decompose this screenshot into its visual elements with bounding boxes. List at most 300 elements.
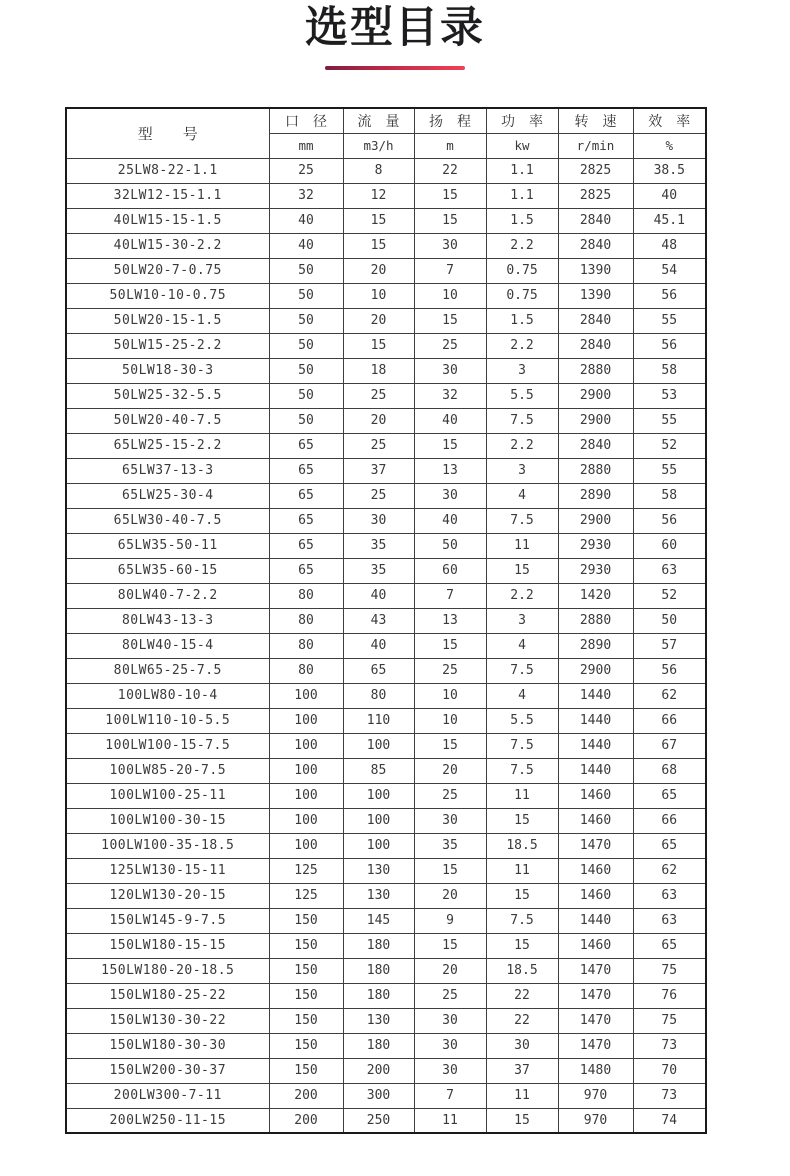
cell-value: 3	[486, 358, 558, 383]
table-row	[66, 308, 706, 333]
cell-value: 75	[633, 958, 706, 983]
cell-value: 1.5	[486, 208, 558, 233]
cell-value: 180	[343, 1033, 414, 1058]
cell-value: 50	[269, 258, 343, 283]
cell-value: 11	[486, 858, 558, 883]
cell-value: 65	[343, 658, 414, 683]
cell-value: 50	[269, 383, 343, 408]
cell-value: 30	[414, 358, 486, 383]
cell-value: 2825	[558, 183, 633, 208]
cell-value: 100	[269, 833, 343, 858]
table-row	[66, 283, 706, 308]
cell-value: 10	[414, 708, 486, 733]
cell-value: 22	[486, 1008, 558, 1033]
cell-value: 1460	[558, 808, 633, 833]
cell-value: 1440	[558, 683, 633, 708]
cell-value: 25	[414, 783, 486, 808]
cell-model: 100LW100-25-11	[66, 783, 269, 808]
cell-model: 40LW15-15-1.5	[66, 208, 269, 233]
cell-value: 55	[633, 408, 706, 433]
table-row	[66, 383, 706, 408]
table-row	[66, 483, 706, 508]
col-header-power: 功 率	[486, 108, 558, 133]
cell-value: 43	[343, 608, 414, 633]
cell-value: 63	[633, 558, 706, 583]
cell-value: 65	[269, 533, 343, 558]
cell-value: 13	[414, 608, 486, 633]
cell-value: 75	[633, 1008, 706, 1033]
cell-value: 25	[269, 158, 343, 183]
cell-value: 35	[414, 833, 486, 858]
cell-model: 100LW85-20-7.5	[66, 758, 269, 783]
cell-value: 55	[633, 308, 706, 333]
cell-value: 20	[414, 883, 486, 908]
cell-value: 1470	[558, 1033, 633, 1058]
cell-value: 250	[343, 1108, 414, 1133]
cell-model: 80LW40-15-4	[66, 633, 269, 658]
table-row	[66, 858, 706, 883]
cell-value: 80	[269, 583, 343, 608]
cell-value: 10	[414, 283, 486, 308]
cell-value: 15	[414, 633, 486, 658]
table-row	[66, 1108, 706, 1133]
cell-model: 150LW180-15-15	[66, 933, 269, 958]
table-row	[66, 183, 706, 208]
cell-value: 1470	[558, 833, 633, 858]
cell-value: 5.5	[486, 383, 558, 408]
cell-value: 32	[269, 183, 343, 208]
col-header-flow: 流 量	[343, 108, 414, 133]
cell-model: 120LW130-20-15	[66, 883, 269, 908]
cell-value: 20	[343, 308, 414, 333]
cell-value: 180	[343, 983, 414, 1008]
cell-value: 1440	[558, 733, 633, 758]
cell-value: 2840	[558, 233, 633, 258]
cell-value: 4	[486, 683, 558, 708]
title-accent-divider	[325, 66, 465, 70]
cell-value: 66	[633, 808, 706, 833]
cell-value: 100	[269, 783, 343, 808]
cell-model: 50LW25-32-5.5	[66, 383, 269, 408]
cell-value: 70	[633, 1058, 706, 1083]
cell-value: 100	[269, 708, 343, 733]
cell-value: 4	[486, 633, 558, 658]
cell-value: 1460	[558, 883, 633, 908]
unit-speed: r/min	[558, 133, 633, 158]
cell-value: 40	[343, 633, 414, 658]
table-row	[66, 583, 706, 608]
cell-value: 130	[343, 858, 414, 883]
cell-value: 57	[633, 633, 706, 658]
table-row	[66, 333, 706, 358]
cell-value: 30	[414, 808, 486, 833]
cell-value: 150	[269, 1008, 343, 1033]
cell-value: 9	[414, 908, 486, 933]
cell-value: 7	[414, 258, 486, 283]
cell-value: 30	[414, 1008, 486, 1033]
cell-value: 58	[633, 483, 706, 508]
cell-value: 10	[343, 283, 414, 308]
cell-value: 30	[343, 508, 414, 533]
cell-value: 56	[633, 658, 706, 683]
cell-value: 1.1	[486, 158, 558, 183]
cell-model: 200LW250-11-15	[66, 1108, 269, 1133]
cell-value: 1480	[558, 1058, 633, 1083]
cell-value: 32	[414, 383, 486, 408]
cell-value: 20	[414, 758, 486, 783]
cell-model: 65LW35-50-11	[66, 533, 269, 558]
cell-model: 50LW20-15-1.5	[66, 308, 269, 333]
cell-value: 80	[269, 608, 343, 633]
cell-value: 150	[269, 958, 343, 983]
table-row	[66, 608, 706, 633]
cell-value: 2930	[558, 558, 633, 583]
cell-value: 15	[486, 808, 558, 833]
cell-value: 15	[486, 558, 558, 583]
cell-value: 1420	[558, 583, 633, 608]
cell-value: 80	[343, 683, 414, 708]
cell-value: 2880	[558, 458, 633, 483]
table-row	[66, 258, 706, 283]
cell-value: 50	[269, 358, 343, 383]
cell-value: 40	[414, 508, 486, 533]
cell-value: 52	[633, 433, 706, 458]
cell-value: 100	[343, 783, 414, 808]
table-row	[66, 1008, 706, 1033]
cell-value: 73	[633, 1033, 706, 1058]
cell-value: 11	[486, 783, 558, 808]
table-row	[66, 208, 706, 233]
cell-value: 2880	[558, 608, 633, 633]
cell-value: 15	[486, 933, 558, 958]
cell-model: 50LW18-30-3	[66, 358, 269, 383]
cell-model: 200LW300-7-11	[66, 1083, 269, 1108]
cell-value: 37	[343, 458, 414, 483]
table-row	[66, 933, 706, 958]
cell-value: 2900	[558, 508, 633, 533]
cell-model: 65LW35-60-15	[66, 558, 269, 583]
cell-model: 125LW130-15-11	[66, 858, 269, 883]
cell-value: 7	[414, 1083, 486, 1108]
cell-value: 150	[269, 908, 343, 933]
cell-model: 150LW180-25-22	[66, 983, 269, 1008]
table-row	[66, 433, 706, 458]
cell-value: 15	[414, 733, 486, 758]
cell-value: 15	[486, 883, 558, 908]
unit-diameter: mm	[269, 133, 343, 158]
cell-value: 2890	[558, 483, 633, 508]
table-row	[66, 508, 706, 533]
cell-value: 15	[343, 233, 414, 258]
cell-model: 100LW100-35-18.5	[66, 833, 269, 858]
cell-value: 35	[343, 533, 414, 558]
cell-value: 1470	[558, 958, 633, 983]
cell-model: 65LW25-15-2.2	[66, 433, 269, 458]
col-header-head: 扬 程	[414, 108, 486, 133]
table-row	[66, 233, 706, 258]
cell-model: 40LW15-30-2.2	[66, 233, 269, 258]
cell-value: 66	[633, 708, 706, 733]
cell-model: 50LW20-40-7.5	[66, 408, 269, 433]
cell-value: 970	[558, 1083, 633, 1108]
cell-value: 58	[633, 358, 706, 383]
catalog-rows	[66, 158, 706, 1133]
cell-value: 130	[343, 883, 414, 908]
cell-value: 130	[343, 1008, 414, 1033]
cell-value: 125	[269, 883, 343, 908]
cell-value: 2840	[558, 333, 633, 358]
unit-flow: m3/h	[343, 133, 414, 158]
table-row	[66, 833, 706, 858]
cell-value: 38.5	[633, 158, 706, 183]
table-row	[66, 733, 706, 758]
col-header-speed: 转 速	[558, 108, 633, 133]
cell-value: 30	[414, 1033, 486, 1058]
cell-value: 1440	[558, 758, 633, 783]
cell-value: 65	[633, 833, 706, 858]
table-row	[66, 633, 706, 658]
table-row	[66, 1058, 706, 1083]
cell-model: 65LW30-40-7.5	[66, 508, 269, 533]
header-name-row	[66, 108, 706, 133]
cell-model: 150LW180-30-30	[66, 1033, 269, 1058]
cell-value: 100	[269, 808, 343, 833]
cell-value: 2840	[558, 208, 633, 233]
cell-value: 37	[486, 1058, 558, 1083]
cell-value: 15	[414, 183, 486, 208]
cell-value: 15	[486, 1108, 558, 1133]
cell-value: 63	[633, 883, 706, 908]
cell-value: 55	[633, 458, 706, 483]
cell-value: 65	[633, 783, 706, 808]
table-row	[66, 1083, 706, 1108]
cell-model: 150LW145-9-7.5	[66, 908, 269, 933]
cell-value: 2890	[558, 633, 633, 658]
cell-value: 1.5	[486, 308, 558, 333]
cell-value: 20	[414, 958, 486, 983]
cell-value: 56	[633, 508, 706, 533]
cell-value: 2.2	[486, 233, 558, 258]
cell-value: 50	[269, 283, 343, 308]
cell-value: 15	[343, 208, 414, 233]
cell-value: 8	[343, 158, 414, 183]
cell-value: 1390	[558, 283, 633, 308]
cell-value: 1.1	[486, 183, 558, 208]
cell-value: 30	[414, 1058, 486, 1083]
cell-value: 85	[343, 758, 414, 783]
cell-value: 25	[343, 483, 414, 508]
table-row	[66, 758, 706, 783]
cell-value: 11	[486, 1083, 558, 1108]
cell-model: 50LW20-7-0.75	[66, 258, 269, 283]
cell-value: 62	[633, 683, 706, 708]
cell-value: 200	[269, 1083, 343, 1108]
cell-value: 80	[269, 633, 343, 658]
cell-value: 5.5	[486, 708, 558, 733]
cell-model: 100LW100-30-15	[66, 808, 269, 833]
cell-value: 15	[414, 308, 486, 333]
cell-value: 7.5	[486, 658, 558, 683]
table-row	[66, 1033, 706, 1058]
cell-model: 80LW65-25-7.5	[66, 658, 269, 683]
cell-value: 150	[269, 1033, 343, 1058]
cell-value: 100	[269, 683, 343, 708]
cell-value: 150	[269, 933, 343, 958]
cell-model: 50LW15-25-2.2	[66, 333, 269, 358]
cell-value: 63	[633, 908, 706, 933]
cell-value: 2930	[558, 533, 633, 558]
cell-value: 10	[414, 683, 486, 708]
cell-value: 65	[269, 558, 343, 583]
cell-value: 74	[633, 1108, 706, 1133]
cell-value: 62	[633, 858, 706, 883]
cell-value: 18.5	[486, 958, 558, 983]
cell-value: 1390	[558, 258, 633, 283]
cell-value: 300	[343, 1083, 414, 1108]
cell-value: 1440	[558, 908, 633, 933]
cell-value: 40	[633, 183, 706, 208]
cell-value: 30	[414, 233, 486, 258]
cell-value: 2.2	[486, 333, 558, 358]
cell-value: 13	[414, 458, 486, 483]
cell-value: 200	[343, 1058, 414, 1083]
cell-value: 65	[269, 458, 343, 483]
table-row	[66, 658, 706, 683]
cell-value: 80	[269, 658, 343, 683]
table-row	[66, 783, 706, 808]
cell-value: 0.75	[486, 283, 558, 308]
cell-value: 4	[486, 483, 558, 508]
cell-value: 65	[269, 508, 343, 533]
cell-value: 65	[269, 483, 343, 508]
table-row	[66, 458, 706, 483]
cell-value: 100	[343, 733, 414, 758]
cell-value: 60	[414, 558, 486, 583]
table-row	[66, 358, 706, 383]
cell-value: 67	[633, 733, 706, 758]
cell-value: 2825	[558, 158, 633, 183]
table-row	[66, 533, 706, 558]
cell-value: 48	[633, 233, 706, 258]
table-row	[66, 158, 706, 183]
unit-power: kw	[486, 133, 558, 158]
cell-value: 50	[414, 533, 486, 558]
cell-value: 2.2	[486, 433, 558, 458]
cell-value: 54	[633, 258, 706, 283]
cell-value: 1460	[558, 933, 633, 958]
cell-value: 40	[269, 208, 343, 233]
table-row	[66, 883, 706, 908]
cell-value: 15	[343, 333, 414, 358]
cell-value: 40	[343, 583, 414, 608]
cell-value: 7.5	[486, 508, 558, 533]
selection-catalog-table	[65, 107, 707, 1134]
cell-value: 2.2	[486, 583, 558, 608]
cell-value: 15	[414, 858, 486, 883]
cell-value: 52	[633, 583, 706, 608]
table-row	[66, 983, 706, 1008]
table-row	[66, 408, 706, 433]
cell-value: 25	[414, 658, 486, 683]
cell-value: 25	[414, 333, 486, 358]
cell-value: 2900	[558, 658, 633, 683]
cell-value: 35	[343, 558, 414, 583]
cell-value: 22	[486, 983, 558, 1008]
table-row	[66, 808, 706, 833]
cell-value: 1440	[558, 708, 633, 733]
cell-value: 22	[414, 158, 486, 183]
cell-model: 80LW43-13-3	[66, 608, 269, 633]
cell-value: 7.5	[486, 408, 558, 433]
cell-value: 18.5	[486, 833, 558, 858]
cell-value: 25	[414, 983, 486, 1008]
cell-value: 1470	[558, 1008, 633, 1033]
unit-head: m	[414, 133, 486, 158]
cell-model: 80LW40-7-2.2	[66, 583, 269, 608]
cell-value: 20	[343, 258, 414, 283]
cell-value: 50	[269, 333, 343, 358]
cell-value: 110	[343, 708, 414, 733]
cell-value: 1470	[558, 983, 633, 1008]
cell-value: 18	[343, 358, 414, 383]
cell-value: 30	[486, 1033, 558, 1058]
cell-value: 15	[414, 208, 486, 233]
col-header-diameter: 口 径	[269, 108, 343, 133]
cell-value: 180	[343, 933, 414, 958]
cell-value: 65	[633, 933, 706, 958]
cell-value: 20	[343, 408, 414, 433]
cell-value: 73	[633, 1083, 706, 1108]
cell-model: 65LW25-30-4	[66, 483, 269, 508]
cell-model: 150LW200-30-37	[66, 1058, 269, 1083]
cell-value: 2840	[558, 433, 633, 458]
cell-model: 100LW80-10-4	[66, 683, 269, 708]
cell-model: 100LW110-10-5.5	[66, 708, 269, 733]
cell-model: 150LW130-30-22	[66, 1008, 269, 1033]
table-row	[66, 558, 706, 583]
cell-value: 50	[269, 408, 343, 433]
cell-value: 45.1	[633, 208, 706, 233]
table-row	[66, 908, 706, 933]
cell-value: 7	[414, 583, 486, 608]
cell-value: 3	[486, 458, 558, 483]
page-title: 选型目录	[305, 3, 485, 53]
cell-value: 25	[343, 383, 414, 408]
cell-value: 30	[414, 483, 486, 508]
table-row	[66, 708, 706, 733]
cell-value: 15	[414, 433, 486, 458]
cell-value: 125	[269, 858, 343, 883]
cell-value: 40	[269, 233, 343, 258]
cell-value: 65	[269, 433, 343, 458]
cell-value: 60	[633, 533, 706, 558]
cell-value: 2840	[558, 308, 633, 333]
cell-value: 100	[343, 808, 414, 833]
cell-value: 56	[633, 283, 706, 308]
cell-model: 50LW10-10-0.75	[66, 283, 269, 308]
cell-value: 11	[414, 1108, 486, 1133]
cell-value: 145	[343, 908, 414, 933]
table-header	[66, 108, 706, 158]
cell-value: 56	[633, 333, 706, 358]
cell-value: 0.75	[486, 258, 558, 283]
cell-model: 32LW12-15-1.1	[66, 183, 269, 208]
cell-value: 1460	[558, 783, 633, 808]
cell-value: 3	[486, 608, 558, 633]
cell-value: 2900	[558, 408, 633, 433]
cell-value: 100	[343, 833, 414, 858]
col-header-model: 型 号	[66, 108, 269, 158]
